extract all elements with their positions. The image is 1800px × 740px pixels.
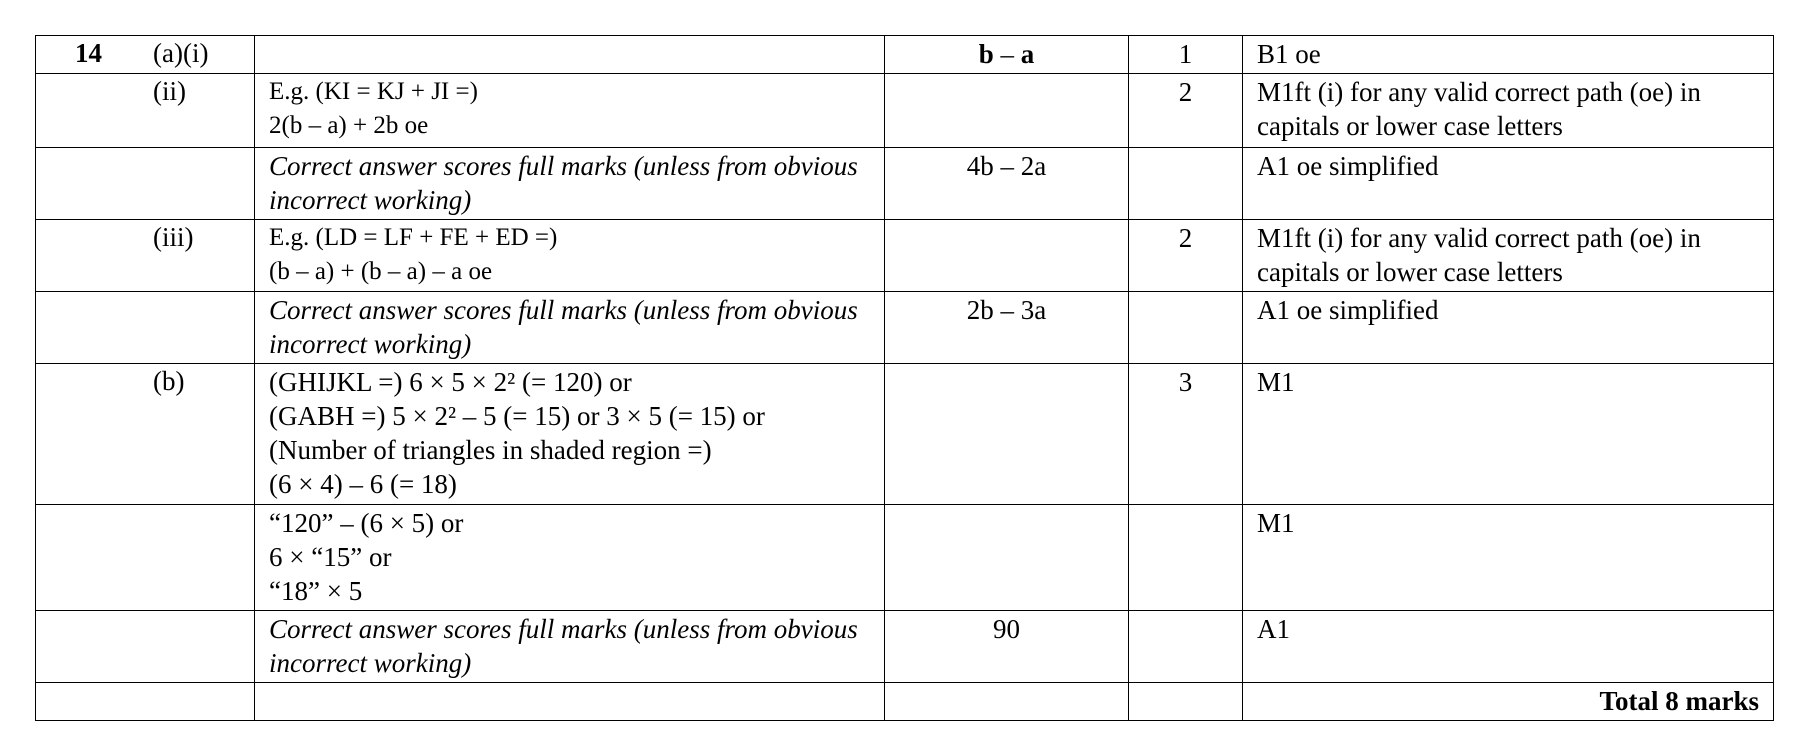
question-cell bbox=[36, 364, 255, 505]
mark-cell: 2 bbox=[1129, 220, 1243, 292]
table-row bbox=[36, 505, 1774, 611]
working-cell bbox=[255, 74, 885, 148]
question-number: 14 bbox=[75, 38, 102, 68]
question-cell bbox=[36, 505, 255, 611]
working-line: “18” × 5 bbox=[269, 576, 363, 606]
working-line: 2(b – a) + 2b oe bbox=[269, 112, 429, 139]
answer-vector-b: b bbox=[978, 39, 994, 69]
answer-operator: – bbox=[993, 39, 1021, 69]
mark-cell bbox=[1129, 505, 1243, 611]
working-cell bbox=[255, 683, 885, 721]
working-line: (6 × 4) – 6 (= 18) bbox=[269, 469, 457, 499]
table-row bbox=[36, 74, 1774, 148]
question-cell bbox=[36, 74, 255, 148]
answer-cell bbox=[885, 36, 1129, 74]
answer-cell bbox=[885, 683, 1129, 721]
mark-cell bbox=[1129, 683, 1243, 721]
working-line: (GHIJKL =) 6 × 5 × 2² (= 120) or bbox=[269, 367, 632, 397]
notes-cell: A1 oe simplified bbox=[1243, 148, 1774, 220]
answer-cell: 4b – 2a bbox=[885, 148, 1129, 220]
mark-cell bbox=[1129, 611, 1243, 683]
working-line: E.g. (KI = KJ + JI =) bbox=[269, 78, 478, 105]
question-cell bbox=[36, 683, 255, 721]
table-row bbox=[36, 148, 1774, 220]
mark-cell bbox=[1129, 292, 1243, 364]
answer-vector-a: a bbox=[1020, 39, 1035, 69]
notes-cell: M1 bbox=[1243, 505, 1774, 611]
working-line: (Number of triangles in shaded region =) bbox=[269, 435, 712, 465]
working-cell bbox=[255, 505, 885, 611]
notes-cell: A1 bbox=[1243, 611, 1774, 683]
mark-cell: 3 bbox=[1129, 364, 1243, 505]
table-row bbox=[36, 36, 1774, 74]
mark-cell: 1 bbox=[1129, 36, 1243, 74]
working-cell bbox=[255, 220, 885, 292]
table-row bbox=[36, 611, 1774, 683]
notes-cell: B1 oe bbox=[1243, 36, 1774, 74]
working-line: (GABH =) 5 × 2² – 5 (= 15) or 3 × 5 (= 15) or bbox=[269, 401, 765, 431]
notes-cell: M1 bbox=[1243, 364, 1774, 505]
working-cell bbox=[255, 36, 885, 74]
total-marks: Total 8 marks bbox=[1243, 683, 1774, 721]
question-cell bbox=[36, 148, 255, 220]
mark-scheme-table bbox=[35, 35, 1774, 721]
answer-cell bbox=[885, 74, 1129, 148]
working-cell: Correct answer scores full marks (unless from obvious incorrect working) bbox=[255, 292, 885, 364]
answer-cell bbox=[885, 364, 1129, 505]
working-cell: Correct answer scores full marks (unless from obvious incorrect working) bbox=[255, 148, 885, 220]
notes-cell: M1ft (i) for any valid correct path (oe) in capitals or lower case letters bbox=[1243, 220, 1774, 292]
working-line: E.g. (LD = LF + FE + ED =) bbox=[269, 224, 558, 251]
table-row bbox=[36, 220, 1774, 292]
answer-cell bbox=[885, 505, 1129, 611]
part-label: (a)(i) bbox=[153, 38, 209, 68]
working-line: (b – a) + (b – a) – a oe bbox=[269, 258, 493, 285]
working-line: 6 × “15” or bbox=[269, 542, 392, 572]
answer-cell: 2b – 3a bbox=[885, 292, 1129, 364]
notes-cell: A1 oe simplified bbox=[1243, 292, 1774, 364]
working-cell: Correct answer scores full marks (unless from obvious incorrect working) bbox=[255, 611, 885, 683]
total-row bbox=[36, 683, 1774, 721]
part-label: (b) bbox=[153, 366, 185, 396]
question-cell bbox=[36, 611, 255, 683]
question-cell bbox=[36, 220, 255, 292]
notes-cell: M1ft (i) for any valid correct path (oe) in capitals or lower case letters bbox=[1243, 74, 1774, 148]
working-line: “120” – (6 × 5) or bbox=[269, 508, 464, 538]
question-cell bbox=[36, 292, 255, 364]
answer-cell bbox=[885, 220, 1129, 292]
table-row bbox=[36, 364, 1774, 505]
question-cell bbox=[36, 36, 255, 74]
mark-cell bbox=[1129, 148, 1243, 220]
part-label: (ii) bbox=[153, 76, 186, 106]
table-row bbox=[36, 292, 1774, 364]
mark-cell: 2 bbox=[1129, 74, 1243, 148]
answer-cell: 90 bbox=[885, 611, 1129, 683]
working-cell bbox=[255, 364, 885, 505]
part-label: (iii) bbox=[153, 222, 194, 252]
